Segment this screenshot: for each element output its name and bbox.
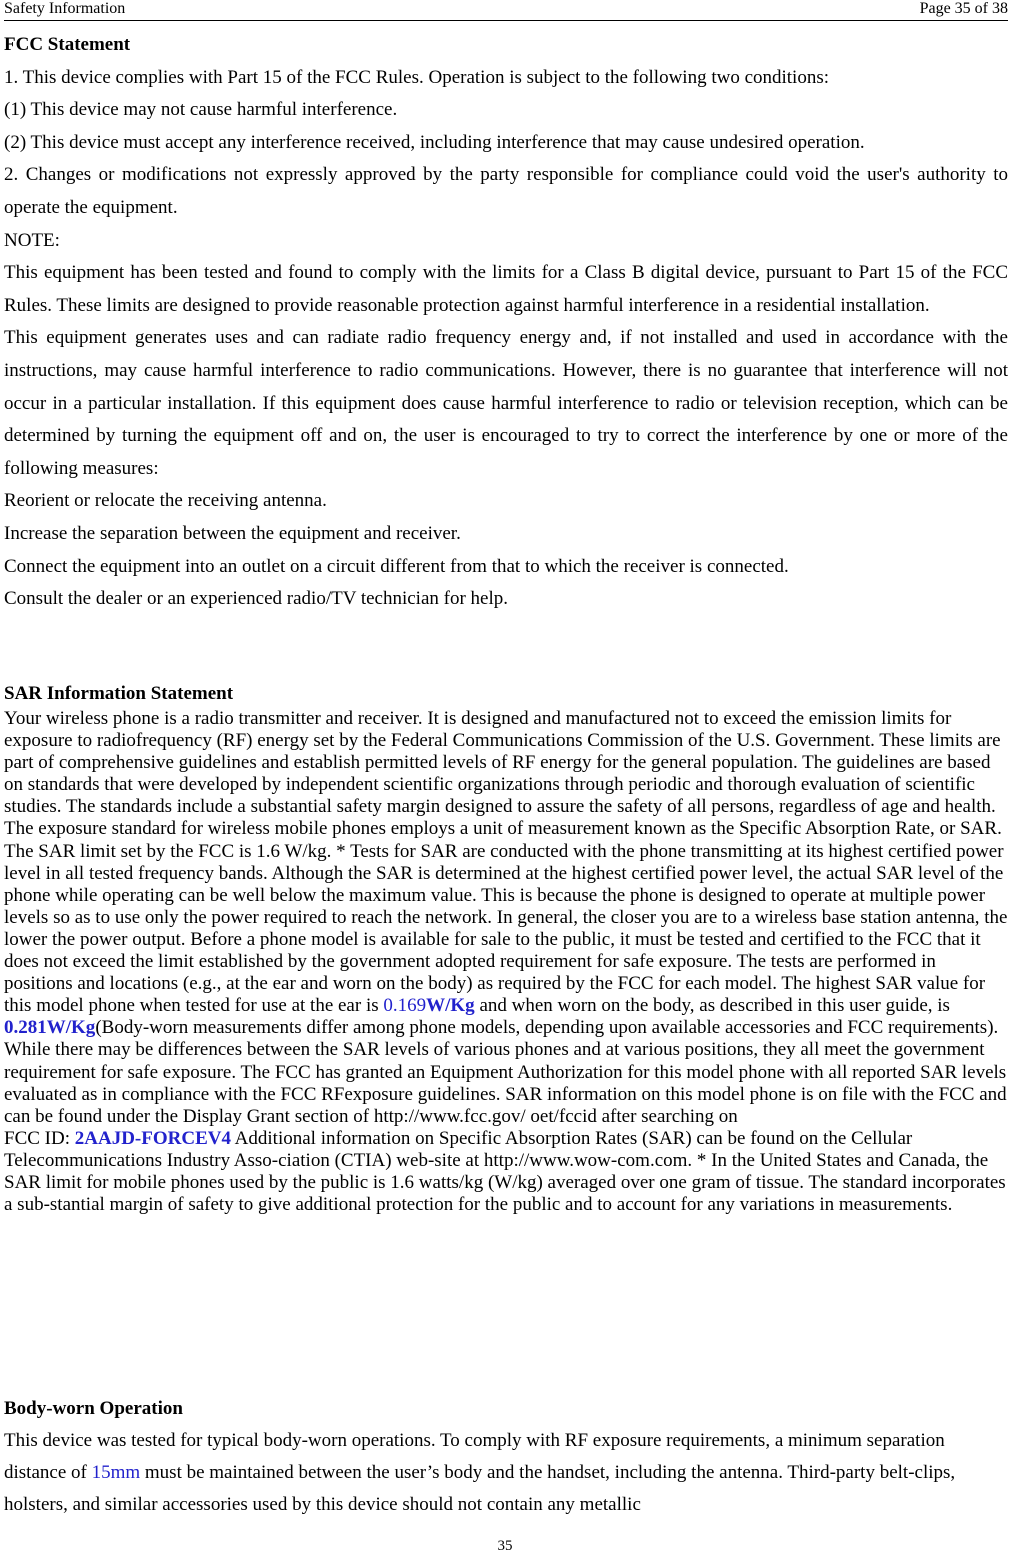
sar-heading: SAR Information Statement [4, 683, 234, 704]
fcc-id-value: 2AAJD-FORCEV4 [74, 1127, 231, 1149]
fcc-changes-paragraph: 2. Changes or modifications not expressly approved by the party responsible for compliance could void the user's authority to operate the equipment. [4, 164, 1008, 218]
header-section-title: Safety Information [4, 0, 126, 17]
fcc-measure-4: Consult the dealer or an experienced radio/TV technician for help. [4, 588, 509, 610]
page-header [4, 0, 1008, 21]
sar-text-2: and when worn on the body, as described in this user guide, is [474, 995, 950, 1017]
footer-page-number: 35 [497, 1538, 513, 1554]
fcc-measure-2: Increase the separation between the equipment and receiver. [4, 522, 461, 544]
fcc-line-3: (2) This device must accept any interference received, including interference that may cause undesired operation. [4, 131, 865, 153]
fcc-measure-3: Connect the equipment into an outlet on a circuit different from that to which the receiver is connected. [4, 555, 789, 577]
fcc-line-1: 1. This device complies with Part 15 of the FCC Rules. Operation is subject to the following two conditions: [4, 66, 830, 88]
separation-distance: 15mm [91, 1462, 141, 1483]
body-worn-text-1: This device was tested for typical body-worn operations. To comply with RF exposure requirements, a minimum separation distance of [4, 1430, 945, 1483]
fcc-statement-heading: FCC Statement [4, 34, 131, 55]
fcc-id-label: FCC ID: [4, 1127, 75, 1149]
fcc-statement-section [4, 29, 1008, 616]
fcc-generates-paragraph: This equipment generates uses and can radiate radio frequency energy and, if not installed and used in accordance with the instructions, may cause harmful interference to radio communications. However, there is no guarantee that interference will not occur in a particular installation. If this equipment does cause harmful interference to radio or television reception, which can be determined by turning the equipment off and on, the user is encouraged to try to correct the interference by one or more of the following measures: [4, 327, 1008, 479]
page-footer [0, 1538, 1010, 1554]
sar-information-section [4, 679, 1008, 1216]
fcc-note-label: NOTE: [4, 229, 60, 251]
header-page-indicator: Page 35 of 38 [919, 0, 1008, 17]
sar-text-1: Your wireless phone is a radio transmitter and receiver. It is designed and manufactured not to exceed the emission limits for exposure to radiofrequency (RF) energy set by the Federal Communications Commission of the U.S. Government. These limits are part of comprehensive guidelines and establish permitted levels of RF energy for the general population. The guidelines are based on standards that were developed by independent scientific organizations through periodic and thorough evaluation of scientific studies. The standards include a substantial safety margin designed to assure the safety of all persons, regardless of age and health. The exposure standard for wireless mobile phones employs a unit of measurement known as the Specific Absorption Rate, or SAR. The SAR limit set by the FCC is 1.6 W/kg. * Tests for SAR are conducted with the phone transmitting at its highest certified power level in all tested frequency bands. Although the SAR is determined at the highest certified power level, the actual SAR level of the phone while operating can be well below the maximum value. This is because the phone is designed to operate at multiple power levels so as to use only the power required to reach the network. In general, the closer you are to a wireless base station antenna, the lower the power output. Before a phone model is available for sale to the public, it must be tested and certified to the FCC that it does not exceed the limit established by the government adopted requirement for safe exposure. The tests are performed in positions and locations (e.g., at the ear and worn on the body) as required by the FCC for each model. The highest SAR value for this model phone when tested for use at the ear is [4, 708, 1008, 1017]
body-worn-text-2: must be maintained between the user’s body and the handset, including the antenna. Third-party belt-clips, holsters, and similar accessories used by this device should not contain any metallic [4, 1462, 956, 1515]
sar-ear-value: 0.169 [383, 995, 427, 1017]
fcc-measure-1: Reorient or relocate the receiving antenna. [4, 490, 327, 512]
sar-paragraph [4, 708, 1008, 1216]
sar-text-3: (Body-worn measurements differ among phone models, depending upon available accessories and FCC requirements). While there may be differences between the SAR levels of various phones and at various positions, they all meet the government requirement for safe exposure. The FCC has granted an Equipment Authorization for this model phone with all reported SAR levels evaluated as in compliance with the FCC RFexposure guidelines. SAR information on this model phone is on file with the FCC and can be found under the Display Grant section of http://www.fcc.gov/ oet/fccid after searching on [4, 1017, 1007, 1127]
body-worn-heading: Body-worn Operation [4, 1398, 183, 1419]
sar-body-value: 0.281W/Kg [4, 1017, 96, 1039]
body-worn-section [4, 1393, 1008, 1521]
sar-text-4: Additional information on Specific Absorption Rates (SAR) can be found on the Cellular Telecommunications Industry Asso-ciation (CTIA) web-site at http://www.wow-com.com. * In the United States and Canada, the SAR limit for mobile phones used by the public is 1.6 watts/kg (W/kg) averaged over one gram of tissue. The standard incorporates a sub-stantial margin of safety to give additional protection for the public and to account for any variations in measurements. [4, 1127, 1006, 1216]
fcc-line-2: (1) This device may not cause harmful interference. [4, 99, 398, 121]
sar-ear-unit: W/Kg [426, 995, 475, 1017]
fcc-note-paragraph: This equipment has been tested and found to comply with the limits for a Class B digital device, pursuant to Part 15 of the FCC Rules. These limits are designed to provide reasonable protection against harmful interference in a residential installation. [4, 262, 1008, 316]
body-worn-paragraph [4, 1425, 1008, 1521]
